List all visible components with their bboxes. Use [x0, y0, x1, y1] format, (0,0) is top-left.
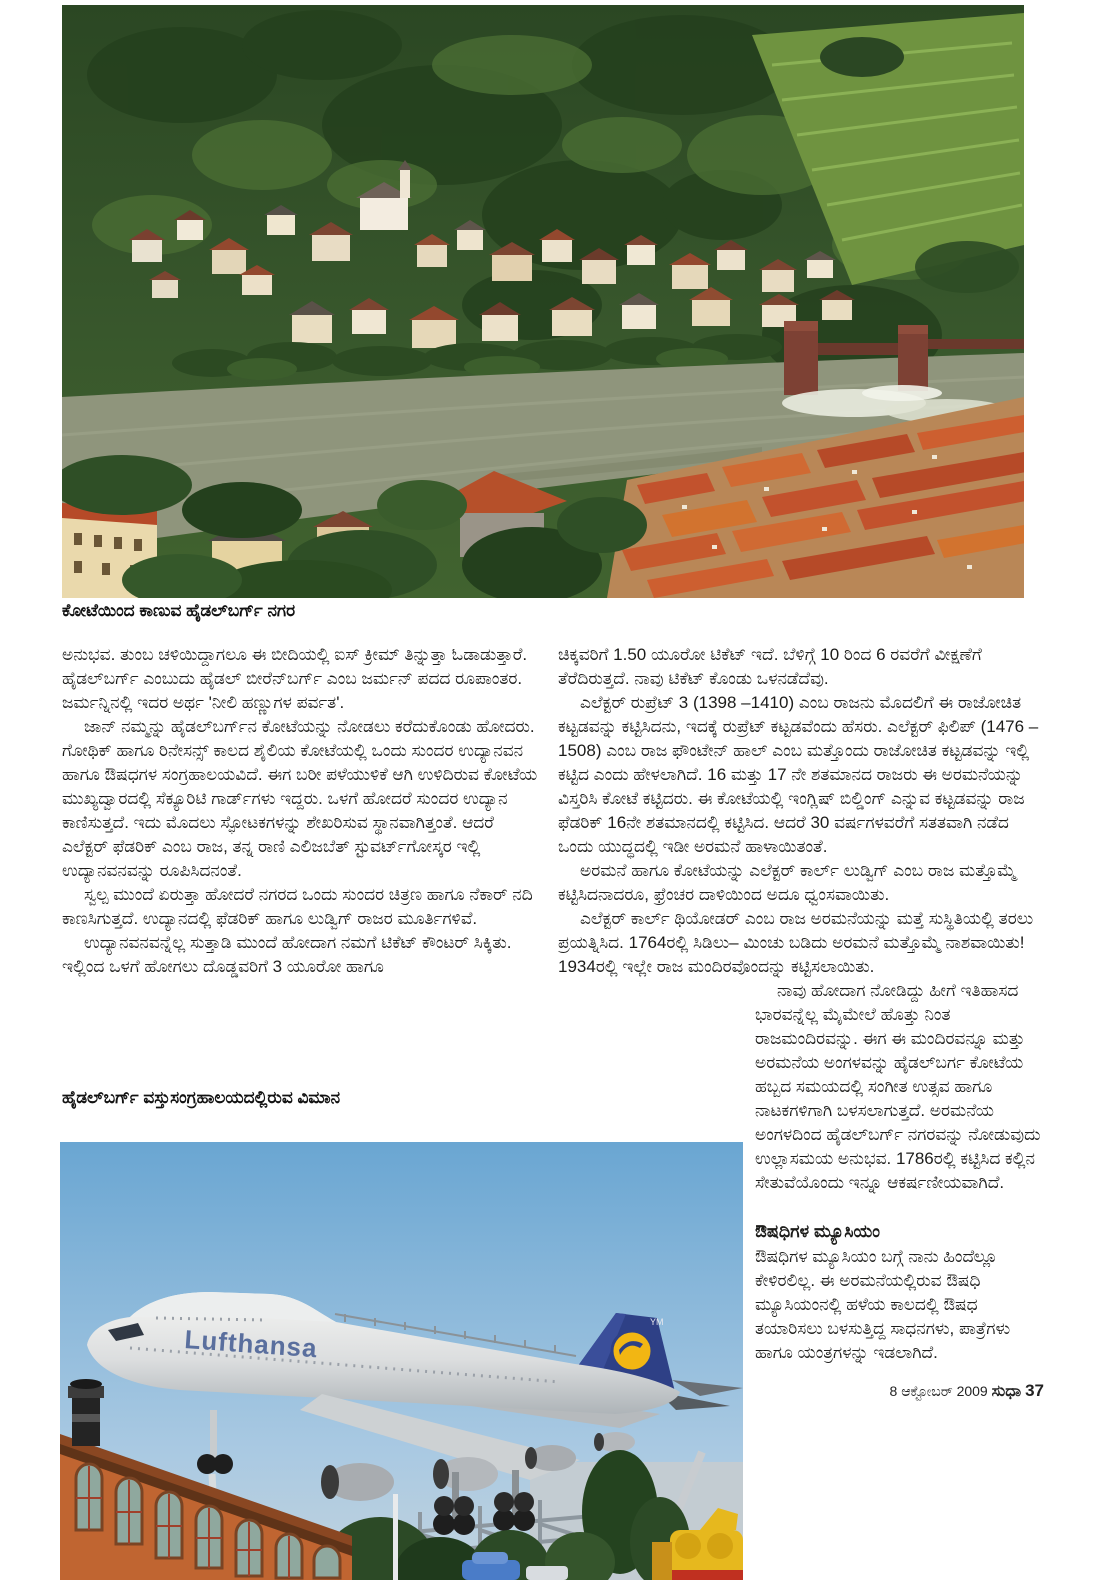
museum-plane-scene [60, 1142, 743, 1580]
body-paragraph: ಎಲೆಕ್ಟರ್ ಕಾರ್ಲ್ ಥಿಯೋಡರ್ ಎಂಬ ರಾಜ ಅರಮನೆಯನ್ನು ಮತ್ತೆ ಸುಸ್ಥಿತಿಯಲ್ಲಿ ತರಲು ಪ್ರಯತ್ನಿಸಿದ. 1764ರಲ್ಲಿ ಸಿಡಿಲು– ಮಿಂಚು ಬಡಿದು ಅರಮನೆ ಮತ್ತೊಮ್ಮೆ ನಾಶವಾಯಿತು! 1934ರಲ್ಲಿ ಇಲ್ಲೇ ರಾಜ ಮಂದಿರವೊಂದನ್ನು ಕಟ್ಟಿಸಲಾಯಿತು. [558, 909, 1034, 976]
left-text-column [62, 643, 540, 979]
heidelberg-scene [62, 5, 1024, 598]
body-paragraph: ಜಾನ್ ನಮ್ಮನ್ನು ಹೈಡಲ್‌ಬರ್ಗ್‌ನ ಕೋಟೆಯನ್ನು ನೋಡಲು ಕರೆದುಕೊಂಡು ಹೋದರು. ಗೋಥಿಕ್ ಹಾಗೂ ರಿನೇಸನ್ಸ್ ಕಾಲದ ಶೈಲಿಯ ಕೋಟೆಯಲ್ಲಿ ಒಂದು ಸುಂದರ ಉದ್ಯಾನವನ ಹಾಗೂ ಔಷಧಗಳ ಸಂಗ್ರಹಾಲಯವಿದೆ. ಈಗ ಬರೀ ಪಳೆಯುಳಿಕೆ ಆಗಿ ಉಳಿದಿರುವ ಕೋಟೆಯ ಮುಖ್ಯದ್ವಾರದಲ್ಲಿ ಸೆಕ್ಯೂರಿಟಿ ಗಾರ್ಡ್‌ಗಳು ಇದ್ದರು. ಒಳಗೆ ಹೋದರೆ ಸುಂದರ ಉದ್ಯಾನ ಕಾಣಿಸುತ್ತದೆ. ಇದು ಮೊದಲು ಸ್ಫೋಟಕಗಳನ್ನು ಶೇಖರಿಸುವ ಸ್ಥಾನವಾಗಿತ್ತಂತೆ. ಆದರೆ ಎಲೆಕ್ಟರ್ ಫೆಡರಿಕ್ ಎಂಬ ರಾಜ, ತನ್ನ ರಾಣಿ ಎಲಿಜಬೆತ್ ಸ್ಟುವರ್ಟ್‌ಗೋಸ್ಕರ ಇಲ್ಲಿ ಉದ್ಯಾನವನವನ್ನು ರೂಪಿಸಿದನಂತೆ. [62, 717, 538, 880]
body-paragraph: ಸ್ವಲ್ಪ ಮುಂದೆ ಏರುತ್ತಾ ಹೋದರೆ ನಗರದ ಒಂದು ಸುಂದರ ಚಿತ್ರಣ ಹಾಗೂ ನೆಕಾರ್ ನದಿ ಕಾಣಸಿಗುತ್ತದೆ. ಉದ್ಯಾನದಲ್ಲಿ ಫೆಡರಿಕ್ ಹಾಗೂ ಲುಡ್ವಿಗ್ ರಾಜರ ಮೂರ್ತಿಗಳಿವೆ. [62, 885, 533, 928]
body-paragraph: ಔಷಧಿಗಳ ಮ್ಯೂಸಿಯಂ ಬಗ್ಗೆ ನಾನು ಹಿಂದೆಲ್ಲೂ ಕೇಳಿರಲಿಲ್ಲ. ಈ ಅರಮನೆಯಲ್ಲಿರುವ ಔಷಧಿ ಮ್ಯೂಸಿಯಂನಲ್ಲಿ ಹಳೆಯ ಕಾಲದಲ್ಲಿ ಔಷಧ ತಯಾರಿಸಲು ಬಳಸುತ್ತಿದ್ದ ಸಾಧನಗಳು, ಪಾತ್ರೆಗಳು ಹಾಗೂ ಯಂತ್ರಗಳನ್ನು ಇಡಲಾಗಿದೆ. [755, 1247, 1011, 1362]
body-paragraph: ಚಿಕ್ಕವರಿಗೆ 1.50 ಯೂರೋ ಟಿಕೆಟ್ ಇದೆ. ಬೆಳಿಗ್ಗೆ 10 ರಿಂದ 6 ರವರೆಗೆ ವೀಕ್ಷಣೆಗೆ ತೆರೆದಿರುತ್ತದೆ. ನಾವು ಟಿಕೆಟ್ ಕೊಂಡು ಒಳನಡೆದೆವು. [558, 645, 982, 688]
tail-registration-code: YM [650, 1317, 664, 1327]
lufthansa-crane-logo [612, 1331, 652, 1371]
body-paragraph: ಅನುಭವ. ತುಂಬ ಚಳಿಯಿದ್ದಾಗಲೂ ಈ ಬೀದಿಯಲ್ಲಿ ಐಸ್ ಕ್ರೀಮ್ ತಿನ್ನುತ್ತಾ ಓಡಾಡುತ್ತಾರೆ. ಹೈಡಲ್‌ಬರ್ಗ್ ಎಂಬುದು ಹೈಡಲ್ ಬೀರೆನ್‌ಬರ್ಗ್ ಎಂಬ ಜರ್ಮನ್ ಪದದ ರೂಪಾಂತರ. ಜರ್ಮನ್ನಿನಲ್ಲಿ ಇದರ ಅರ್ಥ 'ನೀಲಿ ಹಣ್ಣುಗಳ ಪರ್ವತ'. [62, 645, 528, 712]
lufthansa-747-photo [60, 1142, 743, 1580]
section-heading: ಔಷಧಿಗಳ ಮ್ಯೂಸಿಯಂ [755, 1221, 880, 1241]
body-paragraph: ನಾವು ಹೋದಾಗ ನೋಡಿದ್ದು ಹೀಗೆ ಇತಿಹಾಸದ ಭಾರವನ್ನೆಲ್ಲ ಮೈಮೇಲೆ ಹೊತ್ತು ನಿಂತ ರಾಜಮಂದಿರವನ್ನು. ಈಗ ಈ ಮಂದಿರವನ್ನೂ ಮತ್ತು ಅರಮನೆಯ ಅಂಗಳವನ್ನು ಹೈಡಲ್‌ಬರ್ಗ ಕೋಟೆಯ ಹಬ್ಬದ ಸಮಯದಲ್ಲಿ ಸಂಗೀತ ಉತ್ಸವ ಹಾಗೂ ನಾಟಕಗಳಿಗಾಗಿ ಬಳಸಲಾಗುತ್ತದೆ. ಅರಮನೆಯ ಅಂಗಳದಿಂದ ಹೈಡಲ್‌ಬರ್ಗ್ ನಗರವನ್ನು ನೋಡುವುದು ಉಲ್ಲಾಸಮಯ ಅನುಭವ. 1786ರಲ್ಲಿ ಕಟ್ಟಿಸಿದ ಕಲ್ಲಿನ ಸೇತುವೆಯೊಂದು ಇನ್ನೂ ಆಕರ್ಷಣೀಯವಾಗಿದೆ. [755, 981, 1041, 1192]
lamp-post [393, 1494, 398, 1580]
issue-date: 8 ಆಕ್ಟೋಬರ್ 2009 [889, 1383, 988, 1399]
body-paragraph: ಅರಮನೆ ಹಾಗೂ ಕೋಟೆಯನ್ನು ಎಲೆಕ್ಟರ್ ಕಾರ್ಲ್ ಲುಡ್ವಿಗ್ ಎಂಬ ರಾಜ ಮತ್ತೊಮ್ಮೆ ಕಟ್ಟಿಸಿದನಾದರೂ, ಫ್ರೆಂಚರ ದಾಳಿಯಿಂದ ಅದೂ ಧ್ವಂಸವಾಯಿತು. [558, 861, 1017, 904]
plane-photo-caption: ಹೈಡಲ್‌ಬರ್ಗ್ ವಸ್ತುಸಂಗ್ರಹಾಲಯದಲ್ಲಿರುವ ವಿಮಾನ [62, 1088, 341, 1107]
chimney-vent [68, 1379, 104, 1446]
heidelberg-city-photo [62, 5, 1024, 598]
top-photo-caption: ಕೋಟೆಯಿಂದ ಕಾಣುವ ಹೈಡಲ್‌ಬರ್ಗ್ ನಗರ [62, 601, 296, 620]
page-number: 37 [1025, 1381, 1044, 1400]
body-paragraph: ಉದ್ಯಾನವನವನ್ನೆಲ್ಲ ಸುತ್ತಾಡಿ ಮುಂದೆ ಹೋದಾಗ ನಮಗೆ ಟಿಕೆಟ್ ಕೌಂಟರ್ ಸಿಕ್ಕಿತು. ಇಲ್ಲಿಂದ ಒಳಗೆ ಹೋಗಲು ದೊಡ್ಡವರಿಗೆ 3 ಯೂರೋ ಹಾಗೂ [62, 933, 512, 976]
body-paragraph: ಎಲೆಕ್ಟರ್ ರುಪ್ರೆಟ್ 3 (1398 –1410) ಎಂಬ ರಾಜನು ಮೊದಲಿಗೆ ಈ ರಾಜೋಚಿತ ಕಟ್ಟಡವನ್ನು ಕಟ್ಟಿಸಿದನು, ಇದಕ್ಕೆ ರುಪ್ರೆಟ್ ಕಟ್ಟಡವೆಂದು ಹೆಸರು. ಎಲೆಕ್ಟರ್ ಫಿಲಿಪ್ (1476 –1508) ಎಂಬ ರಾಜ ಫೌಂಟೇನ್ ಹಾಲ್ ಎಂಬ ಮತ್ತೊಂದು ರಾಜೋಚಿತ ಕಟ್ಟಡವನ್ನು ಇಲ್ಲಿ ಕಟ್ಟಿದ ಎಂದು ಹೇಳಲಾಗಿದೆ. 16 ಮತ್ತು 17 ನೇ ಶತಮಾನದ ರಾಜರು ಈ ಅರಮನೆಯನ್ನು ವಿಸ್ತರಿಸಿ ಕೋಟೆ ಕಟ್ಟಿದರು. ಈ ಕೋಟೆಯಲ್ಲಿ ಇಂಗ್ಲಿಷ್ ಬಿಲ್ಡಿಂಗ್ ಎನ್ನುವ ಕಟ್ಟಡವನ್ನು ರಾಜ ಫೆಡರಿಕ್ 16ನೇ ಶತಮಾನದಲ್ಲಿ ಕಟ್ಟಿಸಿದ. ಆದರೆ 30 ವರ್ಷಗಳವರೆಗೆ ಸತತವಾಗಿ ನಡೆದ ಒಂದು ಯುದ್ಧದಲ್ಲಿ ಇಡೀ ಅರಮನೆ ಹಾಳಾಯಿತಂತೆ. [558, 693, 1039, 856]
fuselage-airline-title: Lufthansa [183, 1324, 319, 1364]
magazine-name: ಸುಧಾ [991, 1383, 1022, 1400]
